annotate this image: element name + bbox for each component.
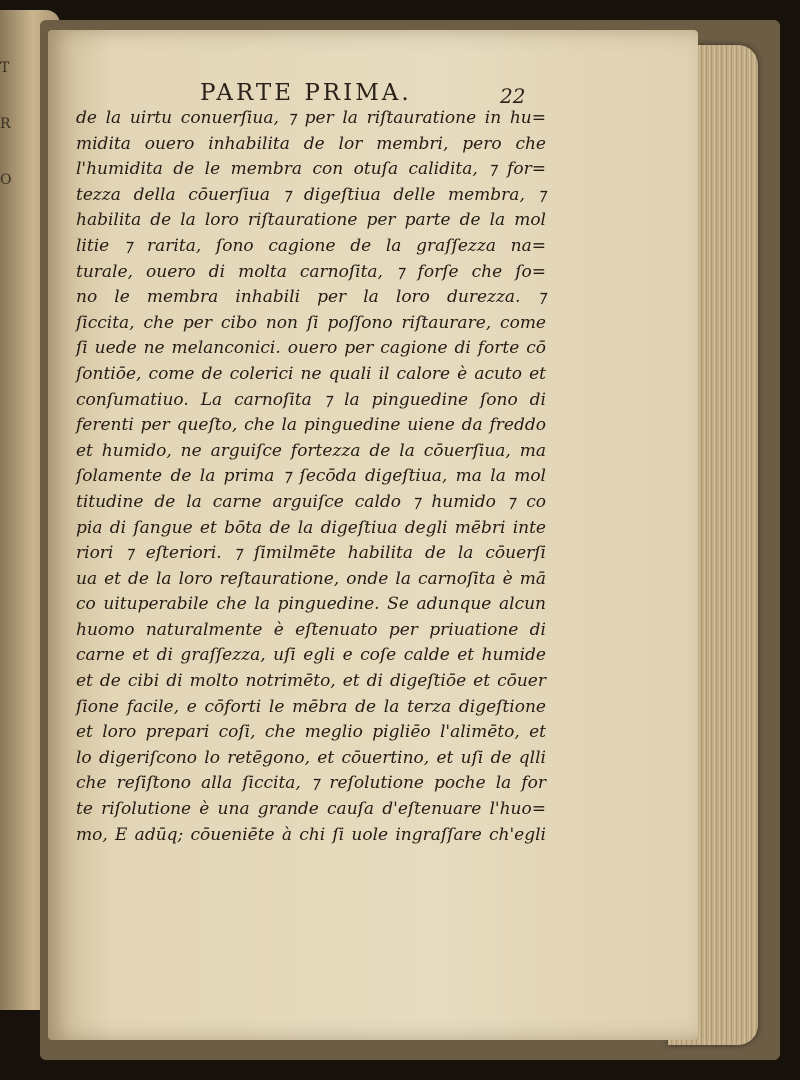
text-line: turale, ouero di molta carnoſita, ⁊ forſe che ſo=: [76, 261, 546, 282]
text-line: ſiccita, che per cibo non ſi poſſono riſtaurare, come: [76, 312, 546, 333]
left-page-mark: O: [0, 172, 12, 188]
text-line: co uituperabile che la pinguedine. Se adunque alcun: [76, 594, 546, 615]
text-line: de la uirtu conuerſiua, ⁊ per la riſtauratione in hu=: [76, 108, 546, 128]
left-page-mark: R: [0, 116, 11, 132]
text-line: ua et de la loro reſtauratione, onde la carnoſita è mā: [76, 568, 546, 589]
text-line: habilita de la loro riſtauratione per parte de la mol: [76, 210, 546, 231]
text-line: no le membra inhabili per la loro durezza. ⁊: [76, 287, 546, 308]
text-line: et loro prepari coſi, che meglio pigliēo l'alimēto, et: [76, 722, 546, 743]
text-line: conſumatiuo. La carnoſita ⁊ la pinguedine ſono di: [76, 389, 546, 410]
text-line: lo digeriſcono lo retēgono, et cōuertino, et uſi de qlli: [76, 747, 546, 768]
text-line: riori ⁊ eſteriori. ⁊ ſimilmēte habilita de la cōuerſi: [76, 543, 546, 564]
text-line: titudine de la carne arguiſce caldo ⁊ humido ⁊ co: [76, 491, 546, 512]
running-header: PARTE PRIMA.: [200, 80, 412, 106]
text-line: ſolamente de la prima ⁊ ſecōda digeſtiua, ma la mol: [76, 466, 546, 487]
text-line: ſi uede ne melanconici. ouero per cagione di forte cō: [76, 338, 546, 359]
left-page-mark: T: [0, 60, 10, 76]
text-line: et de cibi di molto notrimēto, et di digeſtiōe et cōuer: [76, 671, 546, 692]
text-line: et humido, ne arguiſce fortezza de la cōuerſiua, ma: [76, 440, 546, 461]
text-line: te riſolutione è una grande cauſa d'eſtenuare l'huo=: [76, 799, 546, 820]
text-line: midita ouero inhabilita de lor membri, pero che: [76, 133, 546, 154]
text-line: huomo naturalmente è eſtenuato per priuatione di: [76, 619, 546, 640]
text-line: l'humidita de le membra con otuſa calidita, ⁊ for=: [76, 159, 546, 180]
left-page-marks: [0, 40, 38, 240]
text-line: litie ⁊ rarita, ſono cagione de la graſſezza na=: [76, 235, 546, 256]
text-line: ſione facile, e cōforti le mēbra de la terza digeſtione: [76, 696, 546, 717]
text-line: ferenti per queſto, che la pinguedine uiene da freddo: [76, 415, 546, 436]
text-line: ſontiōe, come de colerici ne quali il calore è acuto et: [76, 363, 546, 384]
page-body-text: [76, 106, 546, 848]
text-line: carne et di graſſezza, uſi egli e coſe calde et humide: [76, 645, 546, 666]
text-line: che reſiſtono alla ſiccita, ⁊ reſolutione poche la for: [76, 773, 546, 794]
page-number: 22: [500, 84, 526, 108]
text-line: tezza della cōuerſiua ⁊ digeſtiua delle membra, ⁊: [76, 184, 546, 205]
text-line: pia di ſangue et bōta de la digeſtiua degli mēbri inte: [76, 517, 546, 538]
text-line: mo, E adūq; cōueniēte à chi ſi uole ingraſſare ch'egli: [76, 824, 546, 845]
